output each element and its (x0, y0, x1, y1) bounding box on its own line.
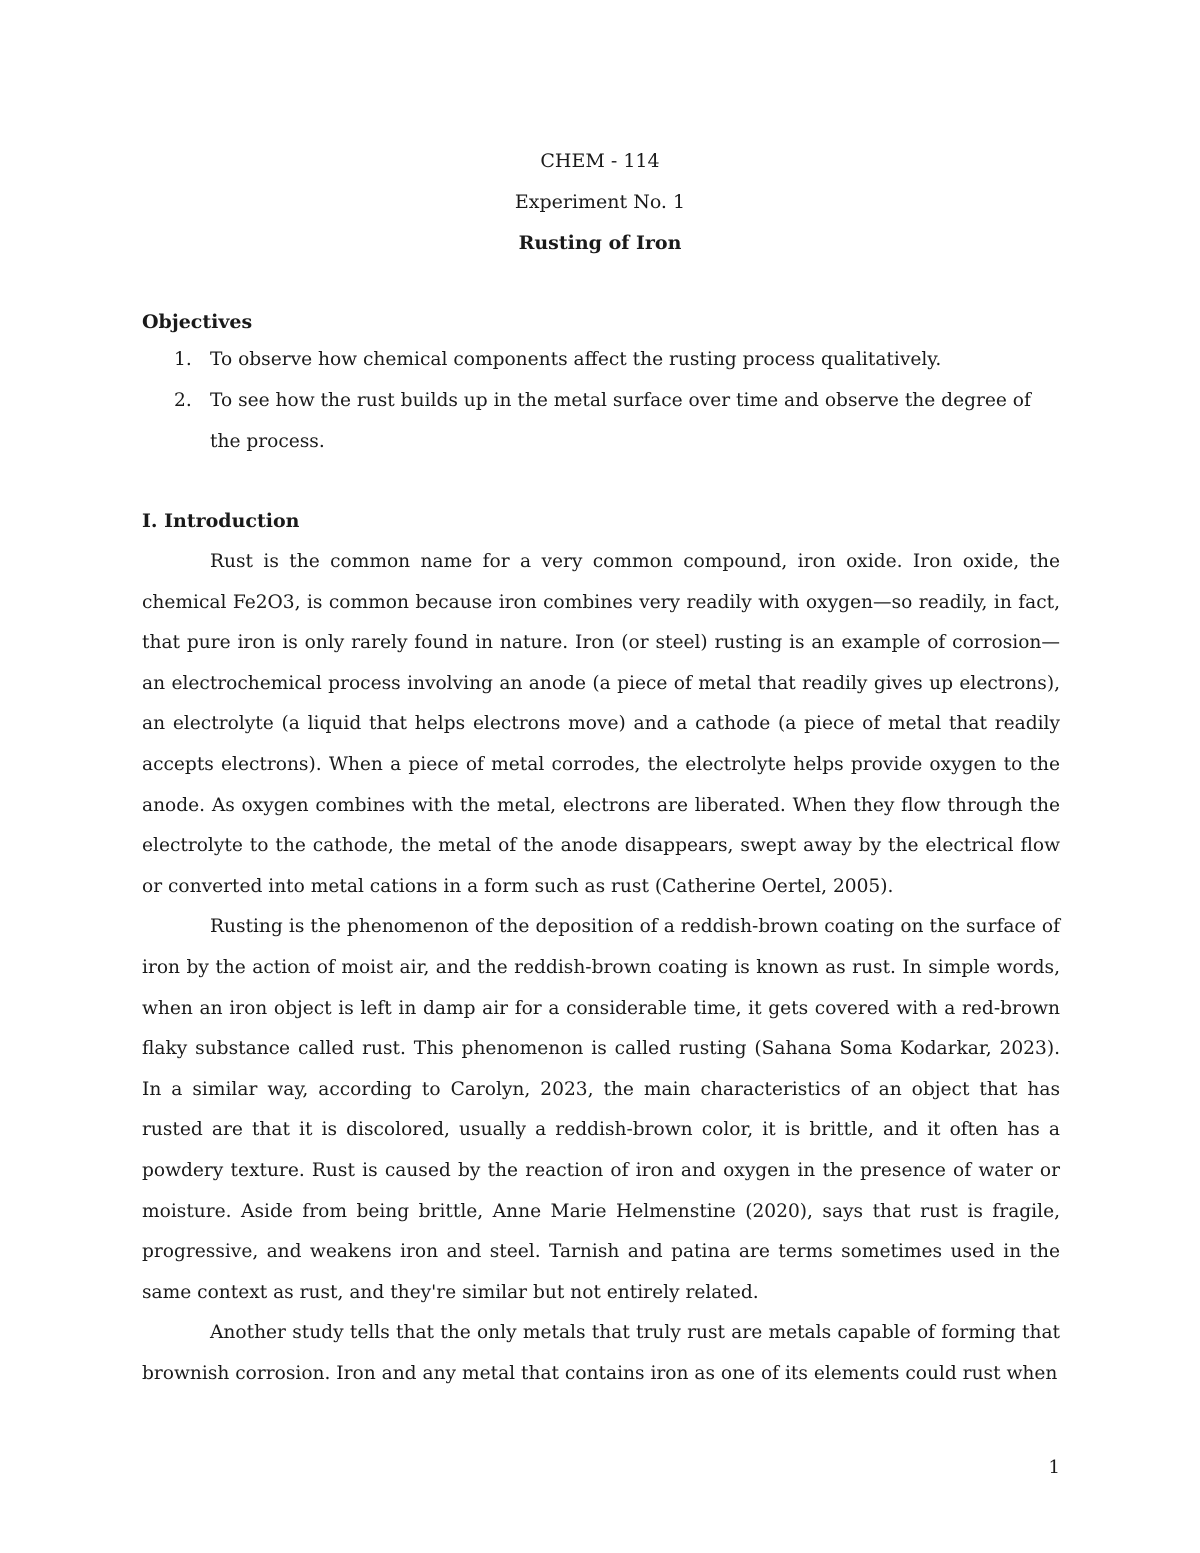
introduction-heading: I. Introduction (142, 510, 300, 532)
introduction-body (142, 542, 1060, 1394)
objectives-heading: Objectives (142, 311, 253, 333)
objective-text: To see how the rust builds up in the metal surface over time and observe the degree of the process. (210, 390, 1031, 452)
objective-number: 1. (174, 349, 192, 370)
introduction-paragraph: Rust is the common name for a very common compound, iron oxide. Iron oxide, the chemical Fe2O3, is common because iron combines very readily with oxygen—so readily, in fact, that pure iron is only rarely found in nature. Iron (or steel) rusting is an example of corrosion—an electrochemical process involving an anode (a piece of metal that readily gives up electrons), an electrolyte (a liquid that helps electrons move) and a cathode (a piece of metal that readily accepts electrons). When a piece of metal corrodes, the electrolyte helps provide oxygen to the anode. As oxygen combines with the metal, electrons are liberated. When they flow through the electrolyte to the cathode, the metal of the anode disappears, swept away by the electrical flow or converted into metal cations in a form such as rust (Catherine Oertel, 2005). (142, 551, 1060, 897)
objectives-list (142, 339, 1060, 462)
objective-item (142, 380, 1060, 462)
page-number: 1 (1048, 1457, 1060, 1478)
course-code: CHEM - 114 (540, 150, 660, 172)
objective-text: To observe how chemical components affect the rusting process qualitatively. (210, 349, 942, 370)
introduction-paragraph: Another study tells that the only metals that truly rust are metals capable of forming that brownish corrosion. Iron and any metal that contains iron as one of its elements could rust when (142, 1322, 1060, 1384)
experiment-number: Experiment No. 1 (514, 191, 686, 213)
document-title: Rusting of Iron (518, 232, 682, 254)
objective-item (142, 339, 1060, 380)
introduction-paragraph: Rusting is the phenomenon of the deposition of a reddish-brown coating on the surface of iron by the action of moist air, and the reddish-brown coating is known as rust. In simple words, when an iron object is left in damp air for a considerable time, it gets covered with a red-brown flaky substance called rust. This phenomenon is called rusting (Sahana Soma Kodarkar, 2023). In a similar way, according to Carolyn, 2023, the main characteristics of an object that has rusted are that it is discolored, usually a reddish-brown color, it is brittle, and it often has a powdery texture. Rust is caused by the reaction of iron and oxygen in the presence of water or moisture. Aside from being brittle, Anne Marie Helmenstine (2020), says that rust is fragile, progressive, and weakens iron and steel. Tarnish and patina are terms sometimes used in the same context as rust, and they're similar but not entirely related. (142, 916, 1060, 1303)
objective-number: 2. (174, 390, 192, 411)
document-header (0, 141, 1200, 264)
